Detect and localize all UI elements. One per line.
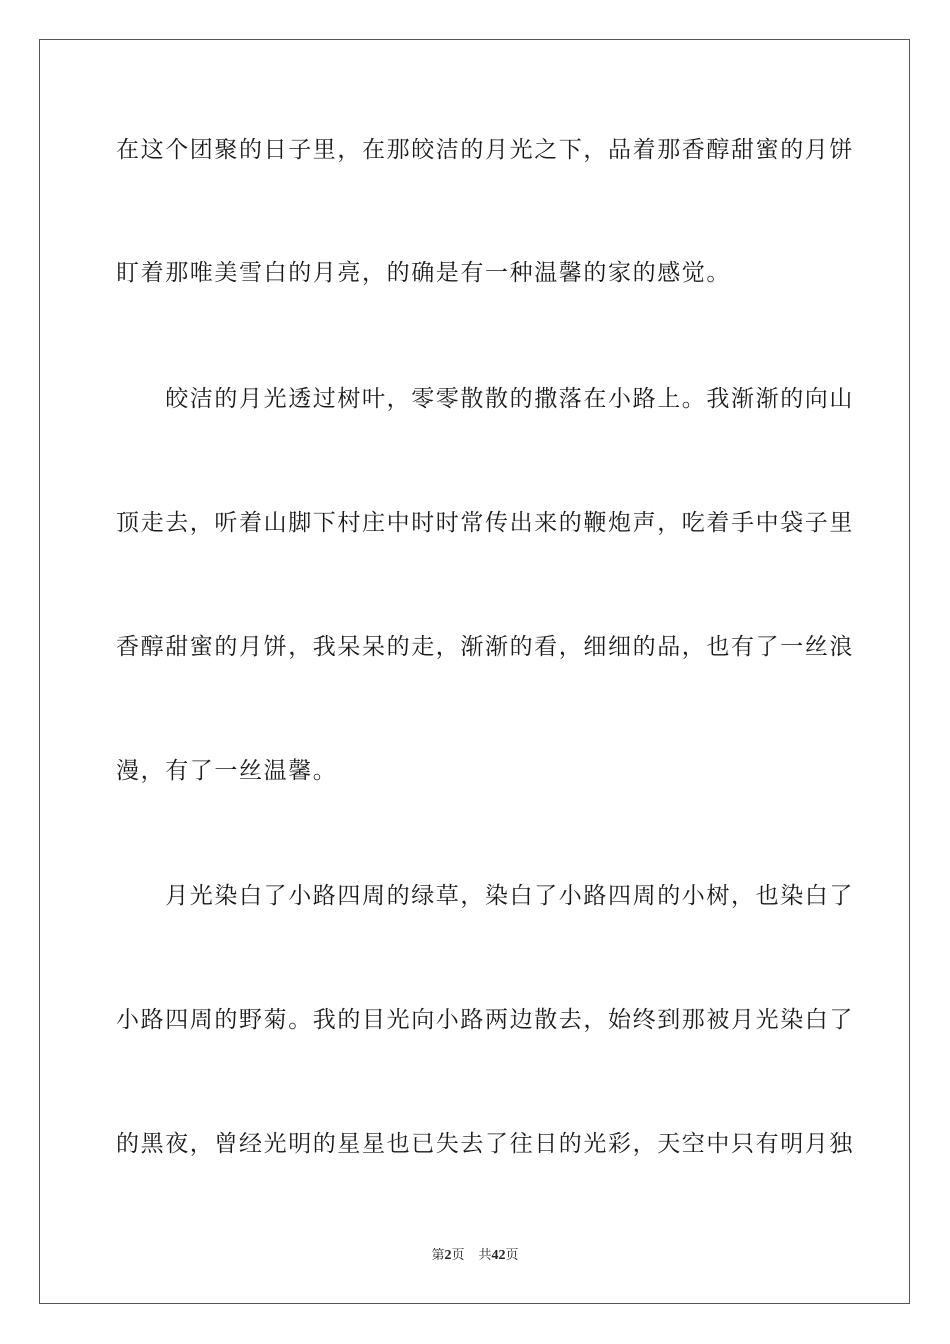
- page-number: 2: [444, 1248, 452, 1263]
- body-line-8: 小路四周的野菊。我的目光向小路两边散去，始终到那被月光染白了: [116, 1007, 854, 1033]
- body-line-9: 的黑夜，曾经光明的星星也已失去了往日的光彩，天空中只有明月独: [116, 1131, 854, 1157]
- body-line-1: 在这个团聚的日子里，在那皎洁的月光之下，品着那香醇甜蜜的月饼: [116, 137, 854, 163]
- page-suffix: 页: [451, 1248, 465, 1263]
- body-line-2: 盯着那唯美雪白的月亮，的确是有一种温馨的家的感觉。: [116, 260, 731, 286]
- body-line-4: 顶走去，听着山脚下村庄中时时常传出来的鞭炮声，吃着手中袋子里: [116, 510, 854, 536]
- total-prefix: 共: [478, 1248, 492, 1263]
- page-border: [39, 39, 910, 1304]
- total-suffix: 页: [505, 1248, 519, 1263]
- body-line-3: 皎洁的月光透过树叶，零零散散的撒落在小路上。我渐渐的向山: [116, 386, 854, 412]
- body-line-6: 漫，有了一丝温馨。: [116, 758, 338, 784]
- total-pages: 42: [491, 1248, 506, 1263]
- body-line-7: 月光染白了小路四周的绿草，染白了小路四周的小树，也染白了: [116, 883, 854, 909]
- page-prefix: 第: [431, 1248, 445, 1263]
- body-line-5: 香醇甜蜜的月饼，我呆呆的走，渐渐的看，细细的品，也有了一丝浪: [116, 634, 854, 660]
- page-footer: [0, 1247, 950, 1265]
